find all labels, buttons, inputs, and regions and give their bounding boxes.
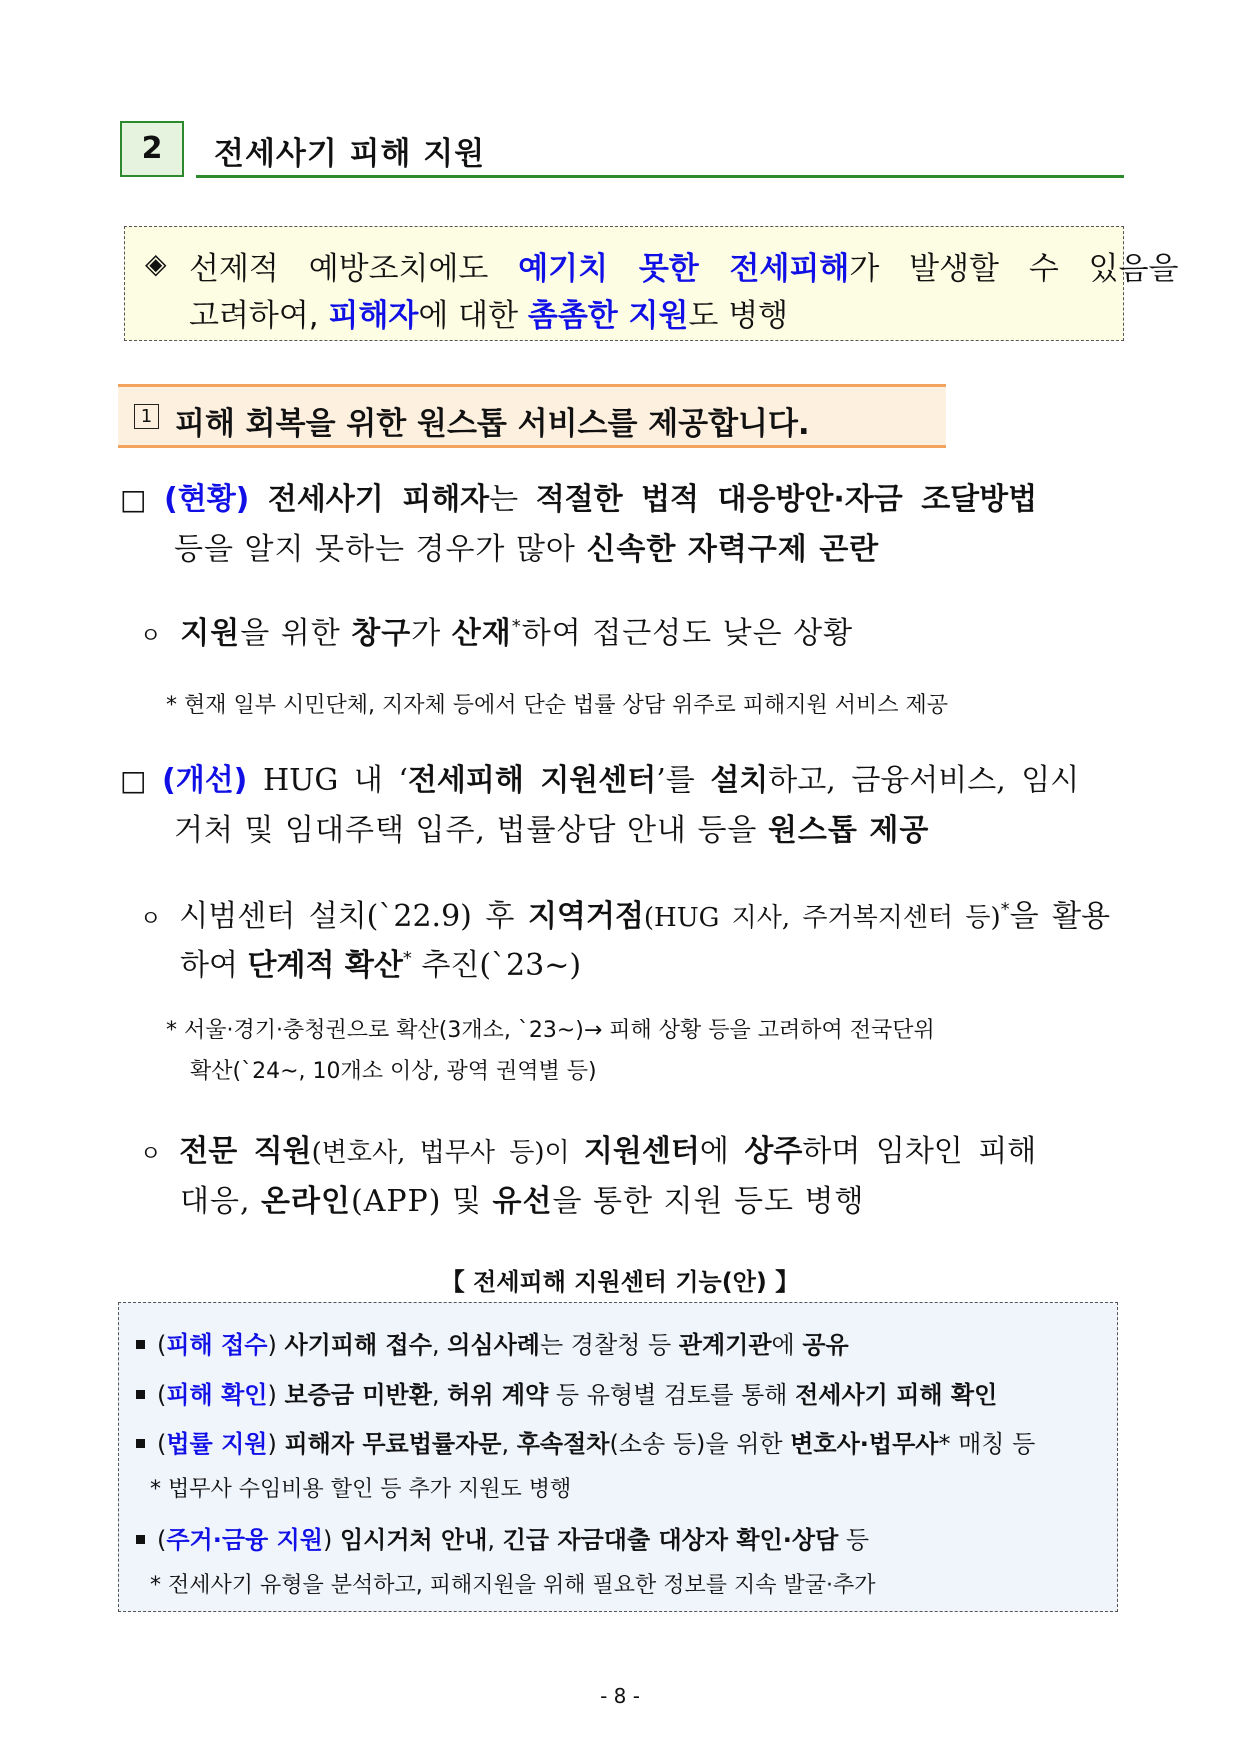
improve-circle-item-1-line-2 <box>180 940 581 984</box>
section-number: 2 <box>120 121 184 177</box>
function-item-note: * 전세사기 유형을 분석하고, 피해지원을 위해 필요한 정보를 지속 발굴·추가 <box>150 1573 876 1598</box>
subsection-number-box: 1 <box>134 404 159 429</box>
text-bold: 적절한 법적 대응방안·자금 조달방법 <box>535 482 1038 517</box>
text-bold: 지원센터 <box>583 1134 700 1169</box>
function-item-text: 전세사기 피해 확인 <box>795 1381 998 1409</box>
function-item-text: 변호사·법무사 <box>790 1430 939 1458</box>
square-bullet-icon <box>136 1535 145 1544</box>
text: 대응, <box>180 1184 262 1219</box>
diamond-bullet-icon: ◈ <box>145 247 167 280</box>
text: 에 <box>699 1134 745 1169</box>
improve-circle-item-2-line-2 <box>180 1176 864 1220</box>
square-bullet-icon: □ <box>120 483 147 516</box>
function-item-text: 는 경찰청 등 <box>539 1331 679 1359</box>
text: 을 위한 <box>240 616 352 651</box>
text-bold: 원스톱 제공 <box>767 813 930 848</box>
text: 시범센터 설치(`22.9) 후 <box>179 899 528 934</box>
text-bold: 창구 <box>351 616 412 651</box>
function-item-text: 관계기관 <box>678 1331 772 1359</box>
function-item-text: 후속절차 <box>516 1430 610 1458</box>
summary-line-1 <box>189 243 1178 288</box>
function-item: (피해 확인) 보증금 미반환, 허위 계약 등 유형별 검토를 통해 전세사기 피해 확인 <box>136 1375 997 1410</box>
function-item-tag: 주거·금융 지원 <box>166 1526 323 1554</box>
improve-footnote-1: * 서울·경기·충청권으로 확산(3개소, `23~)→ 피해 상황 등을 고려하여 전국단위 <box>166 1018 935 1043</box>
improve-tag: (개선) <box>162 763 248 798</box>
text-bold: 신속한 자력구제 곤란 <box>586 532 880 567</box>
text: 을 활용 <box>1009 899 1111 934</box>
summary-highlight: 촘촘한 지원 <box>527 298 689 334</box>
function-item-text: 피해자 무료법률자문 <box>284 1430 502 1458</box>
function-item-text: , <box>487 1526 503 1554</box>
text: 하며 임차인 피해 <box>802 1134 1037 1169</box>
function-item-text: , <box>431 1381 448 1409</box>
function-item: (법률 지원) 피해자 무료법률자문, 후속절차(소송 등)을 위한 변호사·법무사* 매칭 등 <box>136 1424 1035 1459</box>
square-bullet-icon <box>136 1340 145 1349</box>
function-item-text: (소송 등)을 위한 <box>609 1430 791 1458</box>
text-bold: 단계적 확산 <box>247 948 403 983</box>
asterisk: * <box>511 616 522 637</box>
summary-highlight: 예기치 못한 전세피해 <box>518 251 850 287</box>
function-item: (피해 접수) 사기피해 접수, 의심사례는 경찰청 등 관계기관에 공유 <box>136 1325 849 1360</box>
function-item-text: 등 <box>838 1526 870 1554</box>
improve-circle-item-2-line-1 <box>140 1126 1036 1170</box>
function-item-tag: 피해 확인 <box>166 1381 268 1409</box>
asterisk: * <box>402 948 412 969</box>
text: HUG 내 ‘ <box>247 763 408 798</box>
text-bold: 유선 <box>492 1184 553 1219</box>
text: (변호사, 법무사 등)이 <box>311 1138 584 1168</box>
current-footnote: * 현재 일부 시민단체, 지자체 등에서 단순 법률 상담 위주로 피해지원 서비스 제공 <box>166 693 948 718</box>
text: 하고, 금융서비스, 임시 <box>768 763 1080 798</box>
summary-line-2 <box>189 290 788 335</box>
current-status-tag: (현황) <box>164 482 250 517</box>
text: (APP) 및 <box>351 1184 493 1219</box>
text-bold: 산재 <box>451 616 512 651</box>
text: 거처 및 임대주택 입주, 법률상담 안내 등을 <box>174 813 768 848</box>
function-item-text: 임시거처 안내 <box>339 1526 488 1554</box>
text-bold: 지역거점 <box>527 899 644 934</box>
circle-bullet-icon: ㅇ <box>140 1142 162 1167</box>
function-item-text: , <box>431 1331 448 1359</box>
text-bold: 온라인 <box>261 1184 351 1219</box>
function-item-text: 의심사례 <box>447 1331 540 1359</box>
function-item: (주거·금융 지원) 임시거처 안내, 긴급 자금대출 대상자 확인·상담 등 <box>136 1520 869 1555</box>
text-bold: 전세피해 지원센터 <box>407 763 657 798</box>
text: (HUG 지사, 주거복지센터 등) <box>643 903 1001 933</box>
text: 는 <box>489 482 536 517</box>
circle-bullet-icon: ㅇ <box>140 907 162 932</box>
text-bold: 설치 <box>710 763 769 798</box>
text: 을 통한 지원 등도 병행 <box>552 1184 865 1219</box>
section-underline <box>196 175 1124 178</box>
text-bold: 상주 <box>744 1134 803 1169</box>
function-item-note: * 법무사 수임비용 할인 등 추가 지원도 병행 <box>150 1477 572 1502</box>
text-bold: 지원 <box>180 616 241 651</box>
current-status-line-2 <box>174 524 879 568</box>
summary-text: 가 발생할 수 있음을 <box>849 251 1179 287</box>
function-item-tag: 법률 지원 <box>166 1430 268 1458</box>
function-item-text: 공유 <box>802 1331 849 1359</box>
asterisk: * <box>1000 899 1010 920</box>
improve-footnote-2: 확산(`24~, 10개소 이상, 광역 권역별 등) <box>190 1059 597 1084</box>
summary-highlight: 피해자 <box>328 298 419 334</box>
function-item-tag: 피해 접수 <box>166 1331 268 1359</box>
text: 등을 알지 못하는 경우가 많아 <box>174 532 587 567</box>
summary-box <box>124 226 1179 341</box>
function-item-text: 등 유형별 검토를 통해 <box>548 1381 796 1409</box>
function-item-text: 긴급 자금대출 대상자 확인·상담 <box>502 1526 839 1554</box>
square-bullet-icon <box>136 1390 145 1399</box>
subsection-header <box>118 384 946 448</box>
section-title: 전세사기 피해 지원 <box>214 136 486 172</box>
page-number: - 8 - <box>600 1684 640 1708</box>
function-item-text: , <box>501 1430 517 1458</box>
improve-line-1 <box>120 755 1079 799</box>
function-item-text: 보증금 미반환 <box>284 1381 432 1409</box>
text: 하여 접근성도 낮은 상황 <box>521 616 854 651</box>
square-bullet-icon <box>136 1439 145 1448</box>
subsection-title: 피해 회복을 위한 원스톱 서비스를 제공합니다. <box>175 406 810 442</box>
function-item-text: 사기피해 접수 <box>284 1331 432 1359</box>
text-bold: 전문 직원 <box>179 1134 312 1169</box>
text: 추진(`23~) <box>411 948 582 983</box>
text: 하여 <box>180 948 248 983</box>
improve-circle-item-1-line-1 <box>140 891 1110 935</box>
function-item-text: * 매칭 등 <box>938 1430 1036 1458</box>
summary-text: 고려하여, <box>189 298 329 334</box>
function-item-text: 에 <box>771 1331 803 1359</box>
improve-line-2 <box>174 805 929 849</box>
summary-text: 도 병행 <box>688 298 789 334</box>
current-circle-item <box>140 608 853 652</box>
current-status-line-1 <box>120 474 1037 518</box>
text: ’를 <box>656 763 711 798</box>
function-item-text: 허위 계약 <box>447 1381 549 1409</box>
square-bullet-icon: □ <box>120 764 147 797</box>
text-bold: 전세사기 피해자 <box>249 482 490 517</box>
summary-text: 에 대한 <box>418 298 528 334</box>
circle-bullet-icon: ㅇ <box>140 624 163 649</box>
text: 가 <box>411 616 452 651</box>
function-table-title: 【 전세피해 지원센터 기능(안) 】 <box>440 1268 800 1296</box>
summary-text: 선제적 예방조치에도 <box>189 251 519 287</box>
